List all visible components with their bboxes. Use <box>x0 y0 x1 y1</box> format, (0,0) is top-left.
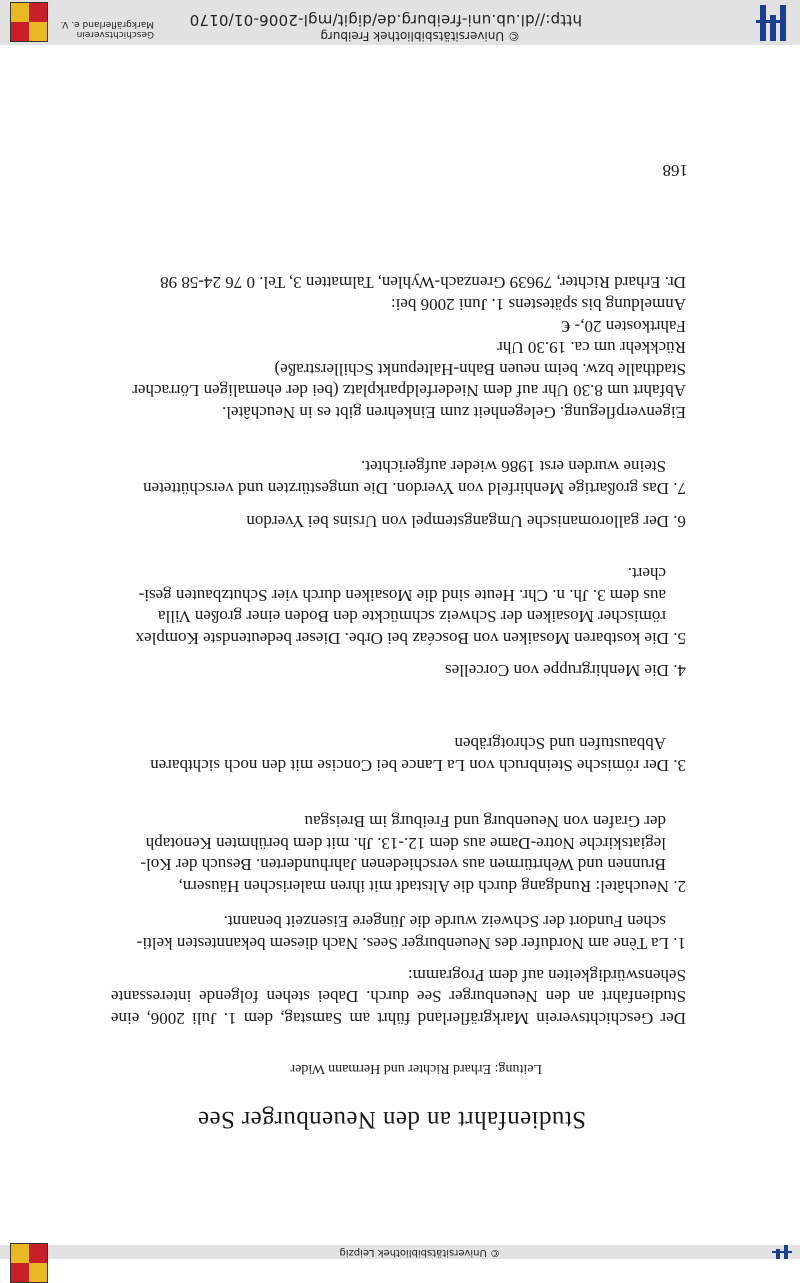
detail-line: Rückkehr um ca. 19.30 Uhr <box>497 338 686 358</box>
item-line: Steine wurden erst 1986 wieder aufgerichtet. <box>361 457 666 477</box>
list-item <box>111 911 686 954</box>
detail-line: Dr. Erhard Richter, 79639 Grenzach-Wyhlen, Talmatten 3, Tel. 0 76 24-58 98 <box>160 273 686 293</box>
item-line: 5. Die kostbaren Mosaiken von Boscéaz bei Orbe. Dieser bedeutendste Komplex <box>135 629 686 648</box>
item-line: 7. Das großartige Menhirfeld von Yverdon. Die umgestürzten und verschütteten <box>143 479 686 498</box>
item-line: 1. La Tène am Nordufer des Neuenburger Sees. Nach diesem bekanntesten kelti- <box>136 934 686 953</box>
item-line: der Grafen von Neuenburg und Freiburg im Breisgau <box>304 812 666 832</box>
item-line: 4. Die Menhirgruppe von Corcelles <box>445 661 686 680</box>
trip-details <box>111 272 686 423</box>
society-name-line: Geschichtsverein <box>76 29 154 39</box>
item-line: römischer Mosaiken der Schweiz schmückte den Boden einer großen Villa <box>157 607 666 627</box>
detail-line: Anmeldung bis spätestens 1. Juni 2006 bei: <box>390 295 686 315</box>
item-line: 2. Neuchâtel: Rundgang durch die Altstadt mit ihren malerischen Häusern, <box>178 877 686 896</box>
list-item <box>111 659 686 681</box>
library-copyright: © Universitätsbibliothek Leipzig <box>339 1247 500 1258</box>
intro-line: Studienfahrt an den Neuenburger See durch. Dabei stehen folgende interessante <box>111 987 686 1007</box>
intro-line: Sehenswürdigkeiten auf dem Programm: <box>407 965 686 985</box>
item-line: 6. Der galloromanische Umgangstempel von Ursins bei Yverdon <box>246 512 686 531</box>
detail-line: Eigenverpflegung. Gelegenheit zum Einkehren gibt es in Neuchâtel. <box>221 403 686 422</box>
item-line: chert. <box>627 564 666 584</box>
page-number: 168 <box>662 161 688 180</box>
page-title: Studienfahrt an den Neuenburger See <box>197 1106 586 1133</box>
item-line: schen Fundort der Schweiz wurde die Jüngere Eisenzeit benannt. <box>223 912 666 932</box>
list-item <box>111 510 686 532</box>
library-copyright: © Universitätsbibliothek Freiburg <box>320 29 520 43</box>
intro-line: Der Geschichtsverein Markgräflerland führt am Samstag, dem 1. Juli 2006, eine <box>111 1009 686 1028</box>
society-crest-icon <box>10 2 48 42</box>
society-name-line: Markgräflerland e. V. <box>60 19 154 29</box>
document-url: http://dl.ub.uni-freiburg.de/digit/mgl-2006-01/0170 <box>189 11 582 29</box>
header-band <box>0 1245 800 1259</box>
list-item <box>111 733 686 776</box>
society-crest-icon <box>10 1243 48 1283</box>
item-line: Abbaustufen und Schrotgräben <box>454 734 666 754</box>
list-item <box>111 811 686 897</box>
list-item <box>111 456 686 499</box>
detail-line: Abfahrt um 8.30 Uhr auf dem Niederfeldparkplatz (bei der ehemaligen Lörracher <box>132 381 686 401</box>
item-line: Brunnen und Wehrtürmen aus verschiedenen Jahrhunderten. Besuch der Kol- <box>140 855 666 875</box>
leadership-line: Leitung: Erhard Richter und Hermann Wider <box>290 1061 542 1076</box>
item-line: aus dem 3. Jh. n. Chr. Heute sind die Mosaiken durch vier Schutzbauten gesi- <box>138 585 666 605</box>
footer-band <box>0 0 800 45</box>
society-name <box>61 19 154 39</box>
item-line: legiatskirche Notre-Dame aus dem 12.-13. Jh. mit dem berühmten Kenotaph <box>145 833 666 853</box>
detail-line: Stadthalle bzw. beim neuen Bahn-Haltepunkt Schillerstraße) <box>274 359 686 379</box>
item-line: 3. Der römische Steinbruch von La Lance bei Concise mit den noch sichtbaren <box>150 756 686 775</box>
intro-paragraph <box>111 964 686 1029</box>
list-item <box>111 563 686 649</box>
detail-line: Fahrtkosten 20,- € <box>561 316 686 336</box>
